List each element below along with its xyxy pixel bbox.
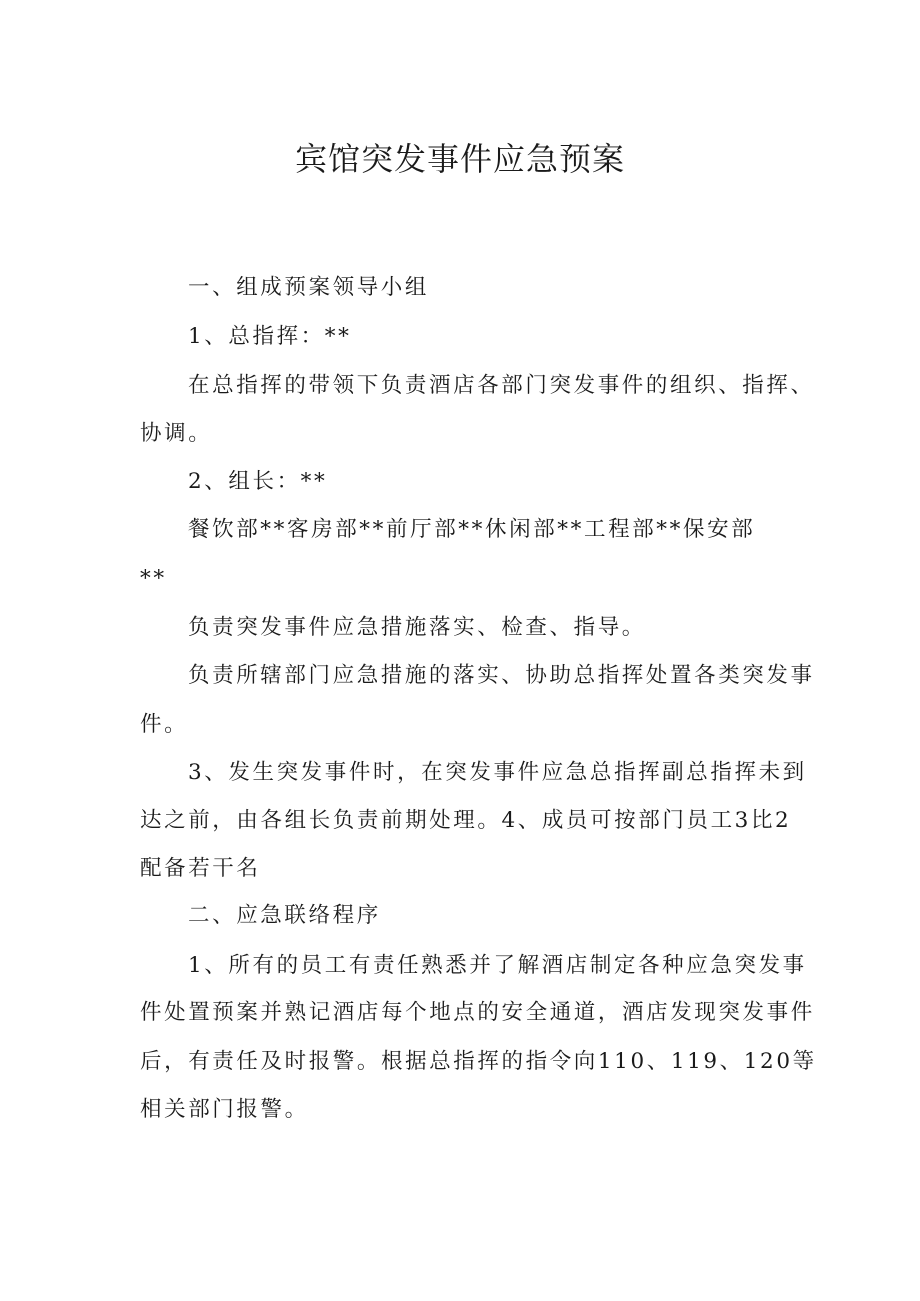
paragraph-line: 3、发生突发事件时，在突发事件应急总指挥副总指挥未到: [188, 760, 807, 785]
paragraph-line: 在总指挥的带领下负责酒店各部门突发事件的组织、指挥、: [188, 373, 815, 398]
paragraph-line: 达之前，由各组长负责前期处理。4、成员可按部门员工3比2: [140, 808, 792, 833]
paragraph-line: 配备若干名: [140, 856, 261, 881]
section-heading-1: 一、组成预案领导小组: [188, 275, 430, 300]
paragraph-line: 1、所有的员工有责任熟悉并了解酒店制定各种应急突发事: [188, 953, 807, 978]
document-title: 宾馆突发事件应急预案: [294, 140, 625, 178]
paragraph-line: 负责所辖部门应急措施的落实、协助总指挥处置各类突发事: [188, 663, 815, 688]
section-heading-2: 二、应急联络程序: [188, 903, 381, 928]
paragraph-line: 餐饮部**客房部**前厅部**休闲部**工程部**保安部: [188, 517, 756, 542]
paragraph-line: 件处置预案并熟记酒店每个地点的安全通道，酒店发现突发事件: [140, 1000, 815, 1025]
paragraph-line: 件。: [140, 712, 189, 737]
paragraph-line: 1、总指挥：**: [188, 324, 352, 349]
paragraph-line: 后，有责任及时报警。根据总指挥的指令向110、119、120等: [140, 1049, 817, 1074]
paragraph-line: 负责突发事件应急措施落实、检查、指导。: [188, 615, 646, 640]
paragraph-line: 2、组长：**: [188, 469, 328, 494]
paragraph-line: **: [140, 566, 167, 591]
paragraph-line: 协调。: [140, 421, 213, 446]
paragraph-line: 相关部门报警。: [140, 1097, 309, 1122]
